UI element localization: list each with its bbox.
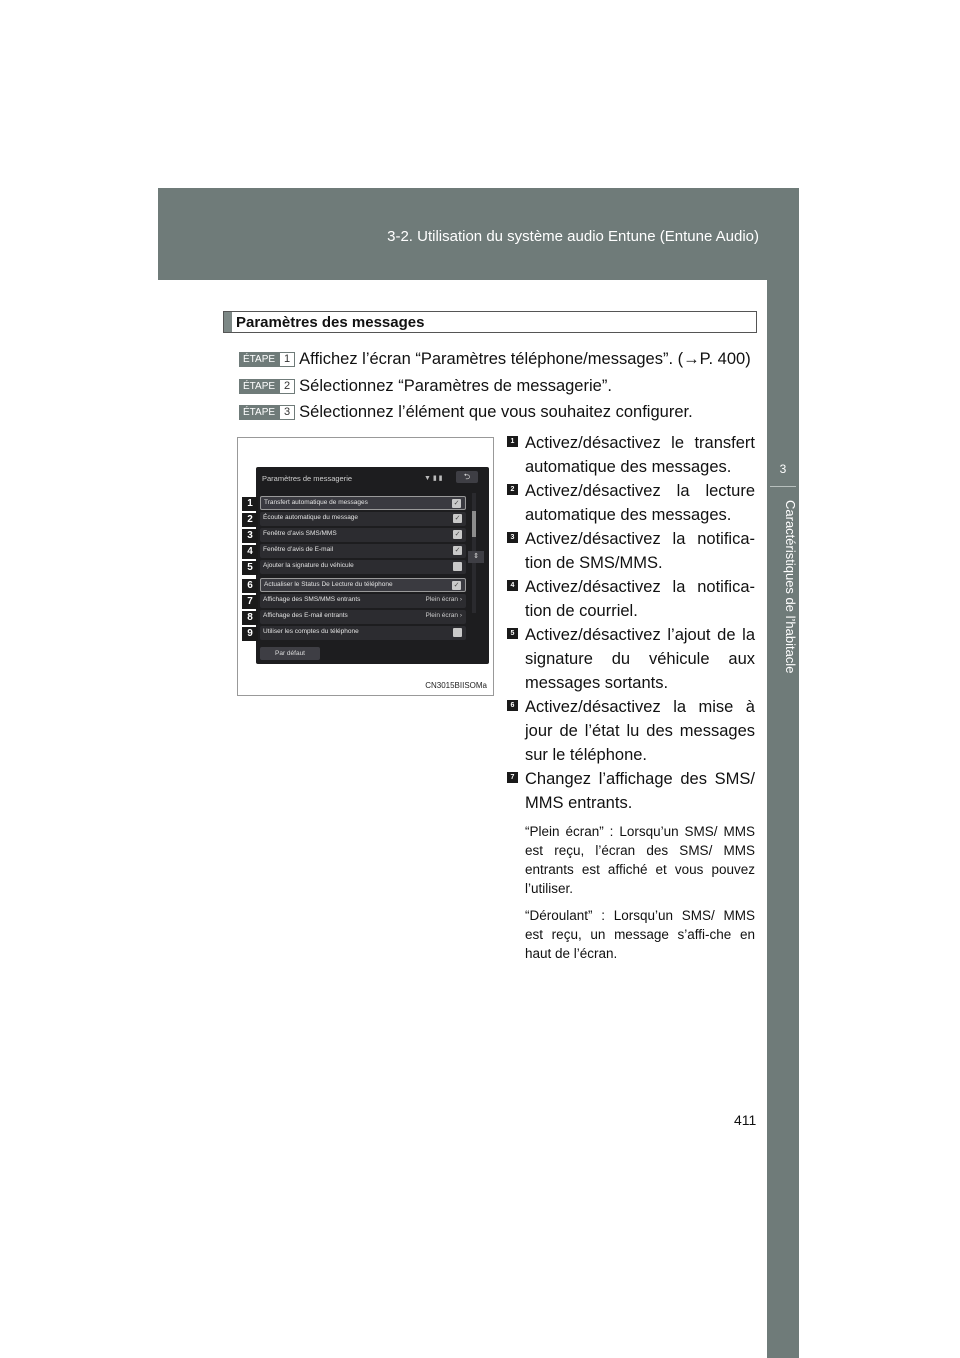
list-item	[507, 623, 755, 695]
side-tab-label: Caractéristiques de l’habitacle	[783, 500, 798, 674]
list-item	[507, 695, 755, 767]
setting-value: Plein écran ›	[425, 612, 462, 619]
section-title-bar	[224, 312, 232, 332]
callout-6: 6	[242, 579, 258, 593]
section-title: Paramètres des messages	[236, 314, 425, 331]
list-item	[507, 575, 755, 623]
step-number: 1	[279, 352, 295, 367]
list-item	[507, 479, 755, 527]
setting-row-phone-accounts[interactable]	[260, 626, 466, 640]
callout-4: 4	[242, 545, 258, 559]
step-badge: ÉTAPE	[239, 352, 279, 367]
checkbox[interactable]: ✓	[453, 500, 460, 507]
callout-9: 9	[242, 627, 258, 641]
setting-row-auto-read[interactable]	[260, 512, 466, 526]
setting-row-sms-display[interactable]	[260, 594, 466, 608]
item-text: Activez/désactivez l’ajout de la signature du véhicule aux messages sortants.	[525, 626, 755, 692]
item-text: Changez l’affichage des SMS/ MMS entrants.	[525, 770, 755, 812]
checkbox[interactable]: ✓	[454, 531, 461, 538]
chapter-header	[158, 188, 799, 280]
item-text: Activez/désactivez la notifica-tion de SMS/MMS.	[525, 530, 755, 572]
scroll-button[interactable]: ⇕	[468, 551, 484, 563]
setting-row-read-status[interactable]	[260, 578, 466, 592]
list-item	[507, 767, 755, 815]
callout-3: 3	[242, 529, 258, 543]
page-number: 411	[734, 1112, 757, 1128]
step-badge: ÉTAPE	[239, 405, 279, 420]
checkbox[interactable]	[453, 562, 462, 571]
item-marker: 7	[507, 772, 518, 783]
scrollbar-thumb[interactable]	[472, 511, 476, 537]
callout-5: 5	[242, 561, 258, 575]
side-tab	[767, 280, 799, 1358]
setting-label: Transfert automatique de messages	[264, 499, 368, 506]
callout-8: 8	[242, 611, 258, 625]
step-3	[239, 403, 693, 425]
screen-title: Paramètres de messagerie	[262, 474, 353, 483]
callout-7: 7	[242, 595, 258, 609]
setting-label: Fenêtre d’avis SMS/MMS	[263, 530, 337, 537]
checkbox[interactable]: ✓	[454, 515, 461, 522]
side-tab-number: 3	[779, 462, 787, 476]
item-marker: 2	[507, 484, 518, 495]
note-full-screen: “Plein écran” : Lorsqu’un SMS/ MMS est reçu, l’écran des SMS/ MMS entrants est affiché et vous pouvez l’utiliser.	[525, 824, 755, 896]
checkbox[interactable]: ✓	[454, 547, 461, 554]
step-text: Affichez l’écran “Paramètres téléphone/messages”. (→P. 400)	[299, 350, 751, 368]
item-marker: 3	[507, 532, 518, 543]
note-scrolling: “Déroulant” : Lorsqu’un SMS/ MMS est reçu, un message s’affi-che en haut de l’écran.	[525, 908, 755, 961]
default-button[interactable]: Par défaut	[260, 647, 320, 660]
callout-2: 2	[242, 513, 258, 527]
back-button[interactable]: ⮌	[456, 471, 478, 483]
setting-label: Écoute automatique du message	[263, 514, 359, 521]
step-text: Sélectionnez l’élément que vous souhaitez configurer.	[299, 403, 693, 421]
chapter-title: 3-2. Utilisation du système audio Entune (Entune Audio)	[387, 228, 759, 245]
item-marker: 6	[507, 700, 518, 711]
setting-label: Ajouter la signature du véhicule	[263, 562, 354, 569]
item-marker: 4	[507, 580, 518, 591]
list-item	[507, 431, 755, 479]
step-number: 3	[279, 405, 295, 420]
side-tab-divider	[770, 486, 796, 487]
setting-row-vehicle-signature[interactable]	[260, 560, 466, 574]
screenshot-figure	[237, 437, 494, 696]
item-text: Activez/désactivez la mise à jour de l’état lu des messages sur le téléphone.	[525, 698, 755, 764]
callout-1: 1	[242, 497, 258, 511]
setting-label: Utiliser les comptes du téléphone	[263, 628, 359, 635]
message-settings-screen	[256, 467, 489, 664]
status-icons: ▼ ▮ ▮	[424, 475, 443, 482]
setting-row-email-display[interactable]	[260, 610, 466, 624]
item-text: Activez/désactivez la lecture automatique des messages.	[525, 482, 755, 524]
item-text: Activez/désactivez le transfert automatique des messages.	[525, 434, 755, 476]
setting-row-sms-popup[interactable]	[260, 528, 466, 542]
setting-label: Fenêtre d’avis de E-mail	[263, 546, 334, 553]
step-2	[239, 377, 612, 399]
item-marker: 5	[507, 628, 518, 639]
step-badge: ÉTAPE	[239, 379, 279, 394]
list-item	[507, 527, 755, 575]
setting-row-email-popup[interactable]	[260, 544, 466, 558]
item-text: Activez/désactivez la notifica-tion de courriel.	[525, 578, 755, 620]
figure-caption: CN3015BIISOMa	[425, 681, 487, 690]
step-number: 2	[279, 379, 295, 394]
setting-value: Plein écran ›	[425, 596, 462, 603]
checkbox[interactable]	[453, 628, 462, 637]
section-title-box	[223, 311, 757, 333]
step-text: Sélectionnez “Paramètres de messagerie”.	[299, 377, 612, 395]
setting-label: Affichage des E-mail entrants	[263, 612, 348, 619]
checkbox[interactable]: ✓	[453, 582, 460, 589]
item-marker: 1	[507, 436, 518, 447]
setting-row-auto-transfer[interactable]	[260, 496, 466, 510]
setting-label: Affichage des SMS/MMS entrants	[263, 596, 361, 603]
step-1	[239, 350, 751, 372]
setting-label: Actualiser le Status De Lecture du téléphone	[264, 581, 393, 588]
